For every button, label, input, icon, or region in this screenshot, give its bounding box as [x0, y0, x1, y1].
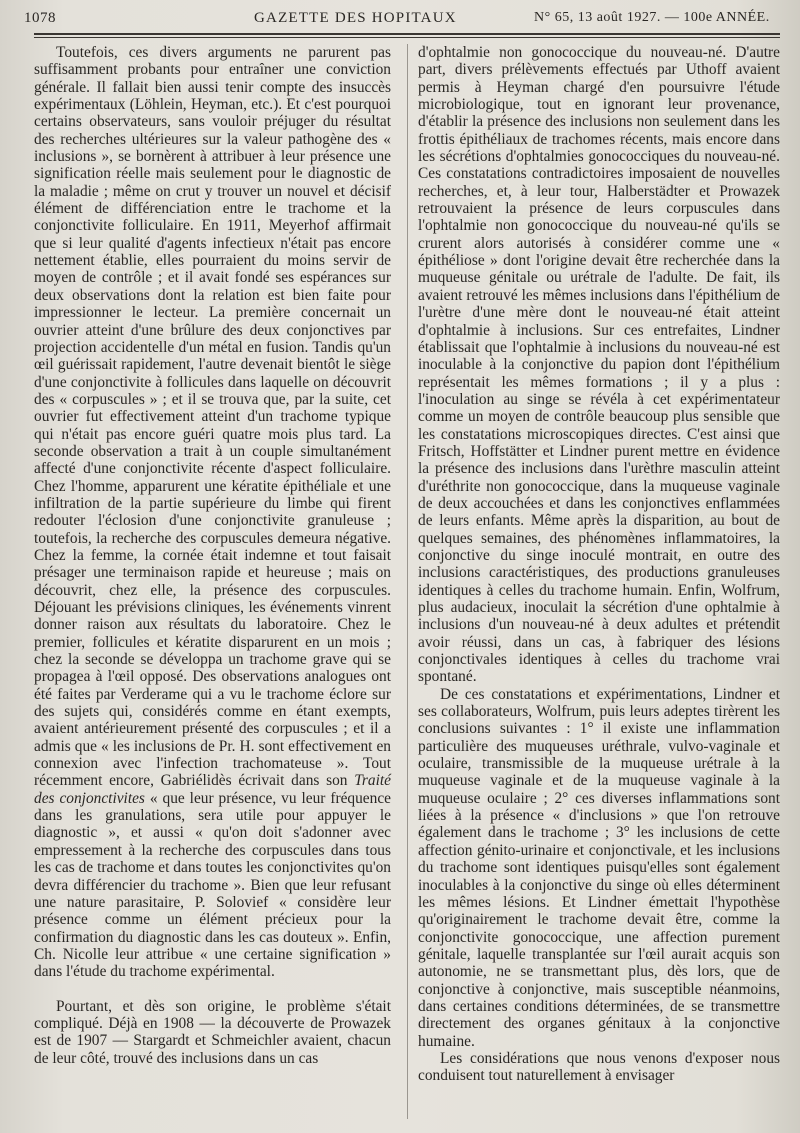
left-paragraph-2: Pourtant, et dès son origine, le problème s'était compliqué. Déjà en 1908 — la découverte de Prowazek est de 1907 — Stargardt et Schmeichler avaient, chacun de leur côté, trouvé des inclusions dans un cas: [34, 997, 391, 1067]
right-paragraph-1: d'ophtalmie non gonococcique du nouveau-né. D'autre part, divers prélèvements effectués par Uthoff avaient permis à Heyman chargé d'en poursuivre l'étude microbiologique, tout en ignorant leur provenance, d'établir la présence des inclusions non seulement dans les frottis épithéliaux de trachomes récents, mais encore dans les sécrétions d'ophtalmies gonococciques du nouveau-né. Ces constatations contradictoires imposaient de nouvelles recherches, et, à leur tour, Halberstädter et Prowazek retrouvaient la présence de leurs corpuscules dans l'ophtalmie non gonococcique du nouveau-né qu'ils se crurent alors autorisés à considérer comme une « épithéliose » dont l'origine devait être recherchée dans la muqueuse génitale ou urétrale de l'adulte. De fait, ils avaient retrouvé les mêmes inclusions dans l'épithélium de l'urètre d'une mère dont le nouveau-né était atteint d'ophtalmie à inclusions. Sur ces entrefaites, Lindner établissait que l'ophtalmie à inclusions du nouveau-né est inoculable à la conjonctive du papion dont l'épithélium représentait les mêmes formations ; il y a plus : l'inoculation au singe se révéla à cet expérimentateur comme un moyen de contrôle beaucoup plus sensible que les constatations microscopiques directes. C'est ainsi que Fritsch, Hoffstätter et Lindner purent mettre en évidence la présence des inclusions dans l'urèthre masculin atteint d'uréthrite non gonococcique, dans la muqueuse vaginale de deux accouchées et dans les conjonctives enflammées de leurs enfants. Même après la disparition, au bout de quelques semaines, des phénomènes inflammatoires, la conjonctive du singe inoculé montrait, en outre des inclusions caractéristiques, des productions granuleuses identiques à celles du trachome humain. Enfin, Wolfrum, plus audacieux, inoculait la sécrétion d'une ophtalmie à inclusions d'un nouveau-né à deux adultes et prétendit avoir réussi, dans un cas, à fabriquer des lésions conjonctivales identiques à celles du trachome vrai spontané.: [418, 44, 780, 686]
column-divider: [407, 44, 408, 1119]
left-paragraph-1-text: Toutefois, ces divers arguments ne parurent pas suffisamment probants pour entraîner une conviction générale. Il fallait bien aussi tenir compte des insuccès expérimentaux (Löhlein, Heyman, etc.). Et c'est pourquoi certains observateurs, sans vouloir préjuger du résultat des recherches ultérieures sur la valeur pathogène des « inclusions », se bornèrent à attribuer à leur présence une signification réelle mais seulement pour le diagnostic de la maladie ; même on crut y trouver un nouvel et décisif élément de différenciation entre le trachome et la conjonctivite folliculaire. En 1911, Meyerhof affirmait que si leur qualité d'agents infectieux n'était pas encore nettement établie, elles pourraient du moins servir de moyen de contrôle ; et il avait fondé ses espérances sur deux observations dont la relation est bien faite pour impressionner le lecteur. La première concernait un ouvrier atteint d'une brûlure des deux conjonctives par projection accidentelle d'un métal en fusion. Tandis qu'un œil guérissait rapidement, l'autre devenait bientôt le siège d'une conjonctivite à follicules dans laquelle on découvrit des « corpuscules » ; et il se trouva que, par la suite, cet ouvrier fut effectivement atteint d'un trachome typique qui n'était pas encore guéri quatre mois plus tard. La seconde observation a trait à un couple simultanément affecté d'une conjonctivite récente d'aspect folliculaire. Chez l'homme, apparurent une kératite épithéliale et une infiltration de la partie supérieure du limbe qui firent redouter l'éclosion d'une conjonctivite granuleuse ; toutefois, la recherche des corpuscules demeura négative. Chez la femme, la cornée était indemne et tout faisait présager une terminaison rapide et heureuse ; mais on découvrit, chez elle, la présence des corpuscules. Déjouant les prévisions cliniques, les événements vinrent donner raison aux résultats du laboratoire. Chez le premier, follicules et kératite disparurent en un mois ; chez la seconde se développa un trachome grave qui se propagea à l'œil opposé. Des observations analogues ont été faites par Verderame qui a vu le trachome éclore sur des sujets qui, considérés comme en étant exempts, avaient antérieurement présenté des corpuscules ; et il a admis que « les inclusions de Pr. H. sont effectivement en connexion avec l'infection trachomateuse ». Tout récemment encore, Gabriélidès écrivait dans son: [34, 44, 391, 790]
book-title: Traité des conjonctivites: [34, 772, 391, 807]
page-number: 1078: [24, 10, 56, 26]
issue-info: N° 65, 13 août 1927. — 100e ANNÉE.: [534, 10, 770, 25]
left-paragraph-1: [34, 44, 391, 981]
page-header: [24, 6, 784, 30]
header-rule-thin: [34, 37, 780, 38]
journal-title: GAZETTE DES HOPITAUX: [254, 10, 457, 26]
right-paragraph-3: Les considérations que nous venons d'exposer nous conduisent tout naturellement à envisager: [418, 1049, 780, 1085]
left-paragraph-1-end: « que leur présence, vu leur fréquence dans les granulations, sera utile pour appuyer le diagnostic », et aussi « qu'on doit s'adonner avec empressement à la recherche des corpuscules dans tous les cas de trachome et dans toutes les conjonctivites qu'on devra différencier du trachome ». Bien que leur refusant une nature parasitaire, P. Solovief « considère leur présence comme un élément précieux pour la confirmation du diagnostic dans les cas douteux ». Enfin, Ch. Nicolle leur attribue « une certaine signification » dans l'étude du trachome expérimental.: [34, 789, 391, 981]
right-column: [418, 44, 780, 1085]
header-rule-thick: [34, 33, 780, 35]
left-column: [34, 44, 391, 1067]
right-paragraph-2: De ces constatations et expérimentations, Lindner et ses collaborateurs, Wolfrum, puis leurs adeptes tirèrent les conclusions suivantes : 1° il existe une inflammation particulière des muqueuses uréthrale, vulvo-vaginale et oculaire, transmissible de la muqueuse urétrale à la muqueuse vaginale et de la muqueuse vaginale à la muqueuse oculaire ; 2° ces diverses inflammations sont liées à la présence « d'inclusions » que l'on retrouve également dans le trachome ; 3° les inclusions de cette affection génito-urinaire et conjonctivale, et les inclusions du trachome sont identiques puisqu'elles sont également inoculables à la conjonctive du singe où elles déterminent les mêmes lésions. Et Lindner émettait l'hypothèse qu'originairement le trachome devait être, comme la conjonctivite gonococcique, une affection purement génitale, laquelle transplantée sur l'œil aurait acquis son autonomie, ne se transmettant plus, dès lors, que de conjonctive à conjonctive, mais susceptible néanmoins, dans certaines conditions déterminées, de se transmettre directement des organes génitaux à la conjonctive humaine.: [418, 685, 780, 1050]
